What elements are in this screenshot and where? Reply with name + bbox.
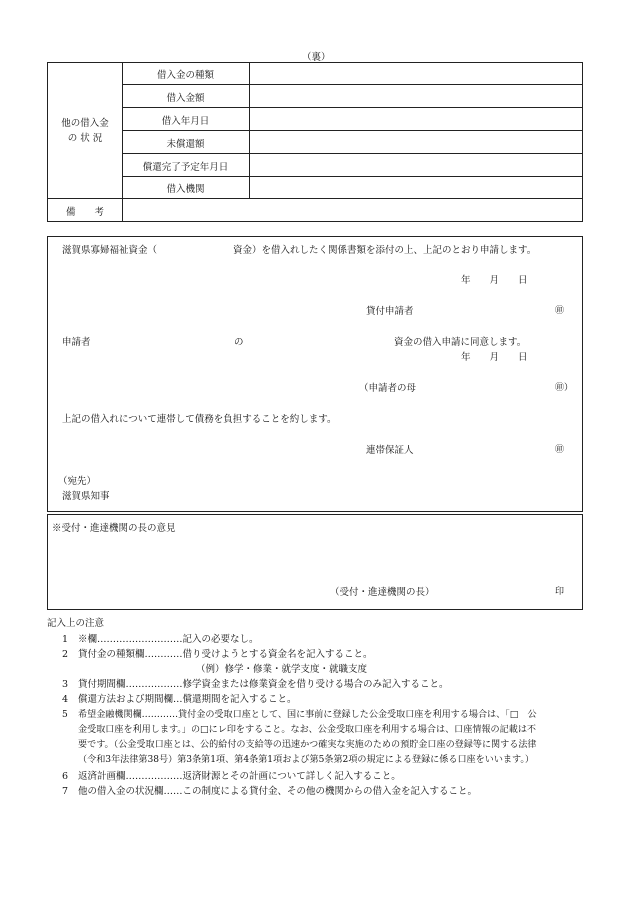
guarantee-text: 上記の借入れについて連帯して債務を負担することを約します。 (62, 414, 337, 425)
row-label-loan-type: 借入金の種類 (156, 70, 214, 81)
consent-text: 資金の借入申請に同意します。 (394, 337, 527, 348)
note-text: 他の借入金の状況欄……この制度による貸付金、その他の機関からの借入金を記入すること。 (78, 786, 478, 797)
note-text: 償還方法および期間欄…償還期間を記入すること。 (78, 694, 297, 705)
notes-title: 記入上の注意 (47, 618, 105, 629)
note-item (78, 737, 537, 750)
page-side-label: （裏） (302, 52, 331, 63)
application-line-suffix: 資金）を借入れしたく関係書類を添付の上、上記のとおり申請します。 (233, 245, 537, 256)
applicant-seal-mark: ㊞ (555, 306, 565, 316)
note-item (62, 707, 537, 720)
applicant-row-label: 申請者 (62, 337, 91, 348)
note-num: 1 (62, 634, 69, 645)
note-num: 6 (62, 771, 69, 782)
note-item (62, 631, 259, 645)
row-value-unpaid-amount[interactable] (252, 136, 580, 150)
row-value-loan-type[interactable] (252, 67, 580, 81)
row-label-loan-amount: 借入金額 (166, 93, 205, 104)
group-label-line2: の 状 況 (67, 133, 103, 144)
note-num: 7 (62, 786, 69, 797)
note-text: 要です。（公金受取口座とは、公的給付の支給等の迅速かつ確実な実施のための預貯金口座の登録等に関する法律 (78, 740, 537, 750)
note-item (62, 646, 373, 660)
note-text: ※欄………………………記入の必要なし。 (78, 634, 259, 645)
note-text: 希望金融機関欄…………貸付金の受取口座として、国に事前に登録した公金受取口座を利用する場合は、「□ 公 (78, 710, 537, 720)
note-item (62, 768, 401, 782)
note-item (78, 752, 534, 765)
group-label-line1: 他の借入金 (61, 118, 109, 129)
row-label-completion-date: 償還完了予定年月日 (142, 162, 229, 173)
note-item (78, 722, 536, 735)
row-label-loan-date: 借入年月日 (161, 116, 210, 127)
note-text: （令和3年法律第38号）第3条第1項、第4条第1項および第5条第2項の規定による登録に係る口座をいいます。） (78, 755, 535, 765)
mother-seal-mark: ㊞） (555, 383, 574, 393)
addressee-name: 滋賀県知事 (62, 491, 110, 502)
mother-label: （申請者の母 (359, 383, 417, 394)
row-value-lender[interactable] (252, 181, 580, 195)
note-text: 金受取口座を利用します。」の□にレ印をすること。なお、公金受取口座を利用する場合は、口座情報の記載は不 (78, 725, 537, 735)
note-num: 2 (62, 649, 69, 660)
applicant-label: 貸付申請者 (366, 306, 414, 317)
guarantor-seal-mark: ㊞ (555, 445, 565, 455)
note-text: 貸付金の種類欄…………借り受けようとする資金名を記入すること。 (78, 649, 373, 660)
row-value-loan-date[interactable] (252, 113, 580, 127)
application-line-prefix: 滋賀県寡婦福祉資金（ (62, 245, 158, 256)
row-value-completion-date[interactable] (252, 159, 580, 173)
applicant-no-label: の (234, 337, 244, 348)
remarks-label: 備 考 (65, 207, 104, 218)
addressee-label: （宛先） (58, 476, 97, 487)
opinion-signer-label: （受付・進達機関の長） (330, 587, 435, 598)
note-item (62, 691, 297, 705)
note-num: 5 (62, 710, 68, 720)
note-num: 4 (62, 694, 69, 705)
note-text: 返済計画欄………………返済財源とその計画について詳しく記入すること。 (78, 771, 401, 782)
note-item (62, 676, 449, 690)
opinion-title: ※受付・進達機関の長の意見 (52, 523, 176, 534)
row-label-unpaid-amount: 未償還額 (166, 139, 205, 150)
row-label-lender: 借入機関 (166, 184, 205, 195)
opinion-seal-mark: 印 (555, 587, 565, 597)
note-item (196, 661, 367, 675)
note-text: （例）修学・修業・就学支度・就職支度 (196, 664, 368, 675)
other-loans-group-label (48, 116, 122, 146)
guarantor-label: 連帯保証人 (366, 445, 414, 456)
note-item (62, 783, 477, 797)
remarks-value[interactable] (126, 203, 580, 218)
row-value-loan-amount[interactable] (252, 90, 580, 104)
application-date: 年 月 日 (461, 275, 528, 286)
note-num: 3 (62, 679, 69, 690)
consent-date: 年 月 日 (461, 352, 528, 363)
note-text: 貸付期間欄………………修学資金または修業資金を借り受ける場合のみ記入すること。 (78, 679, 449, 690)
